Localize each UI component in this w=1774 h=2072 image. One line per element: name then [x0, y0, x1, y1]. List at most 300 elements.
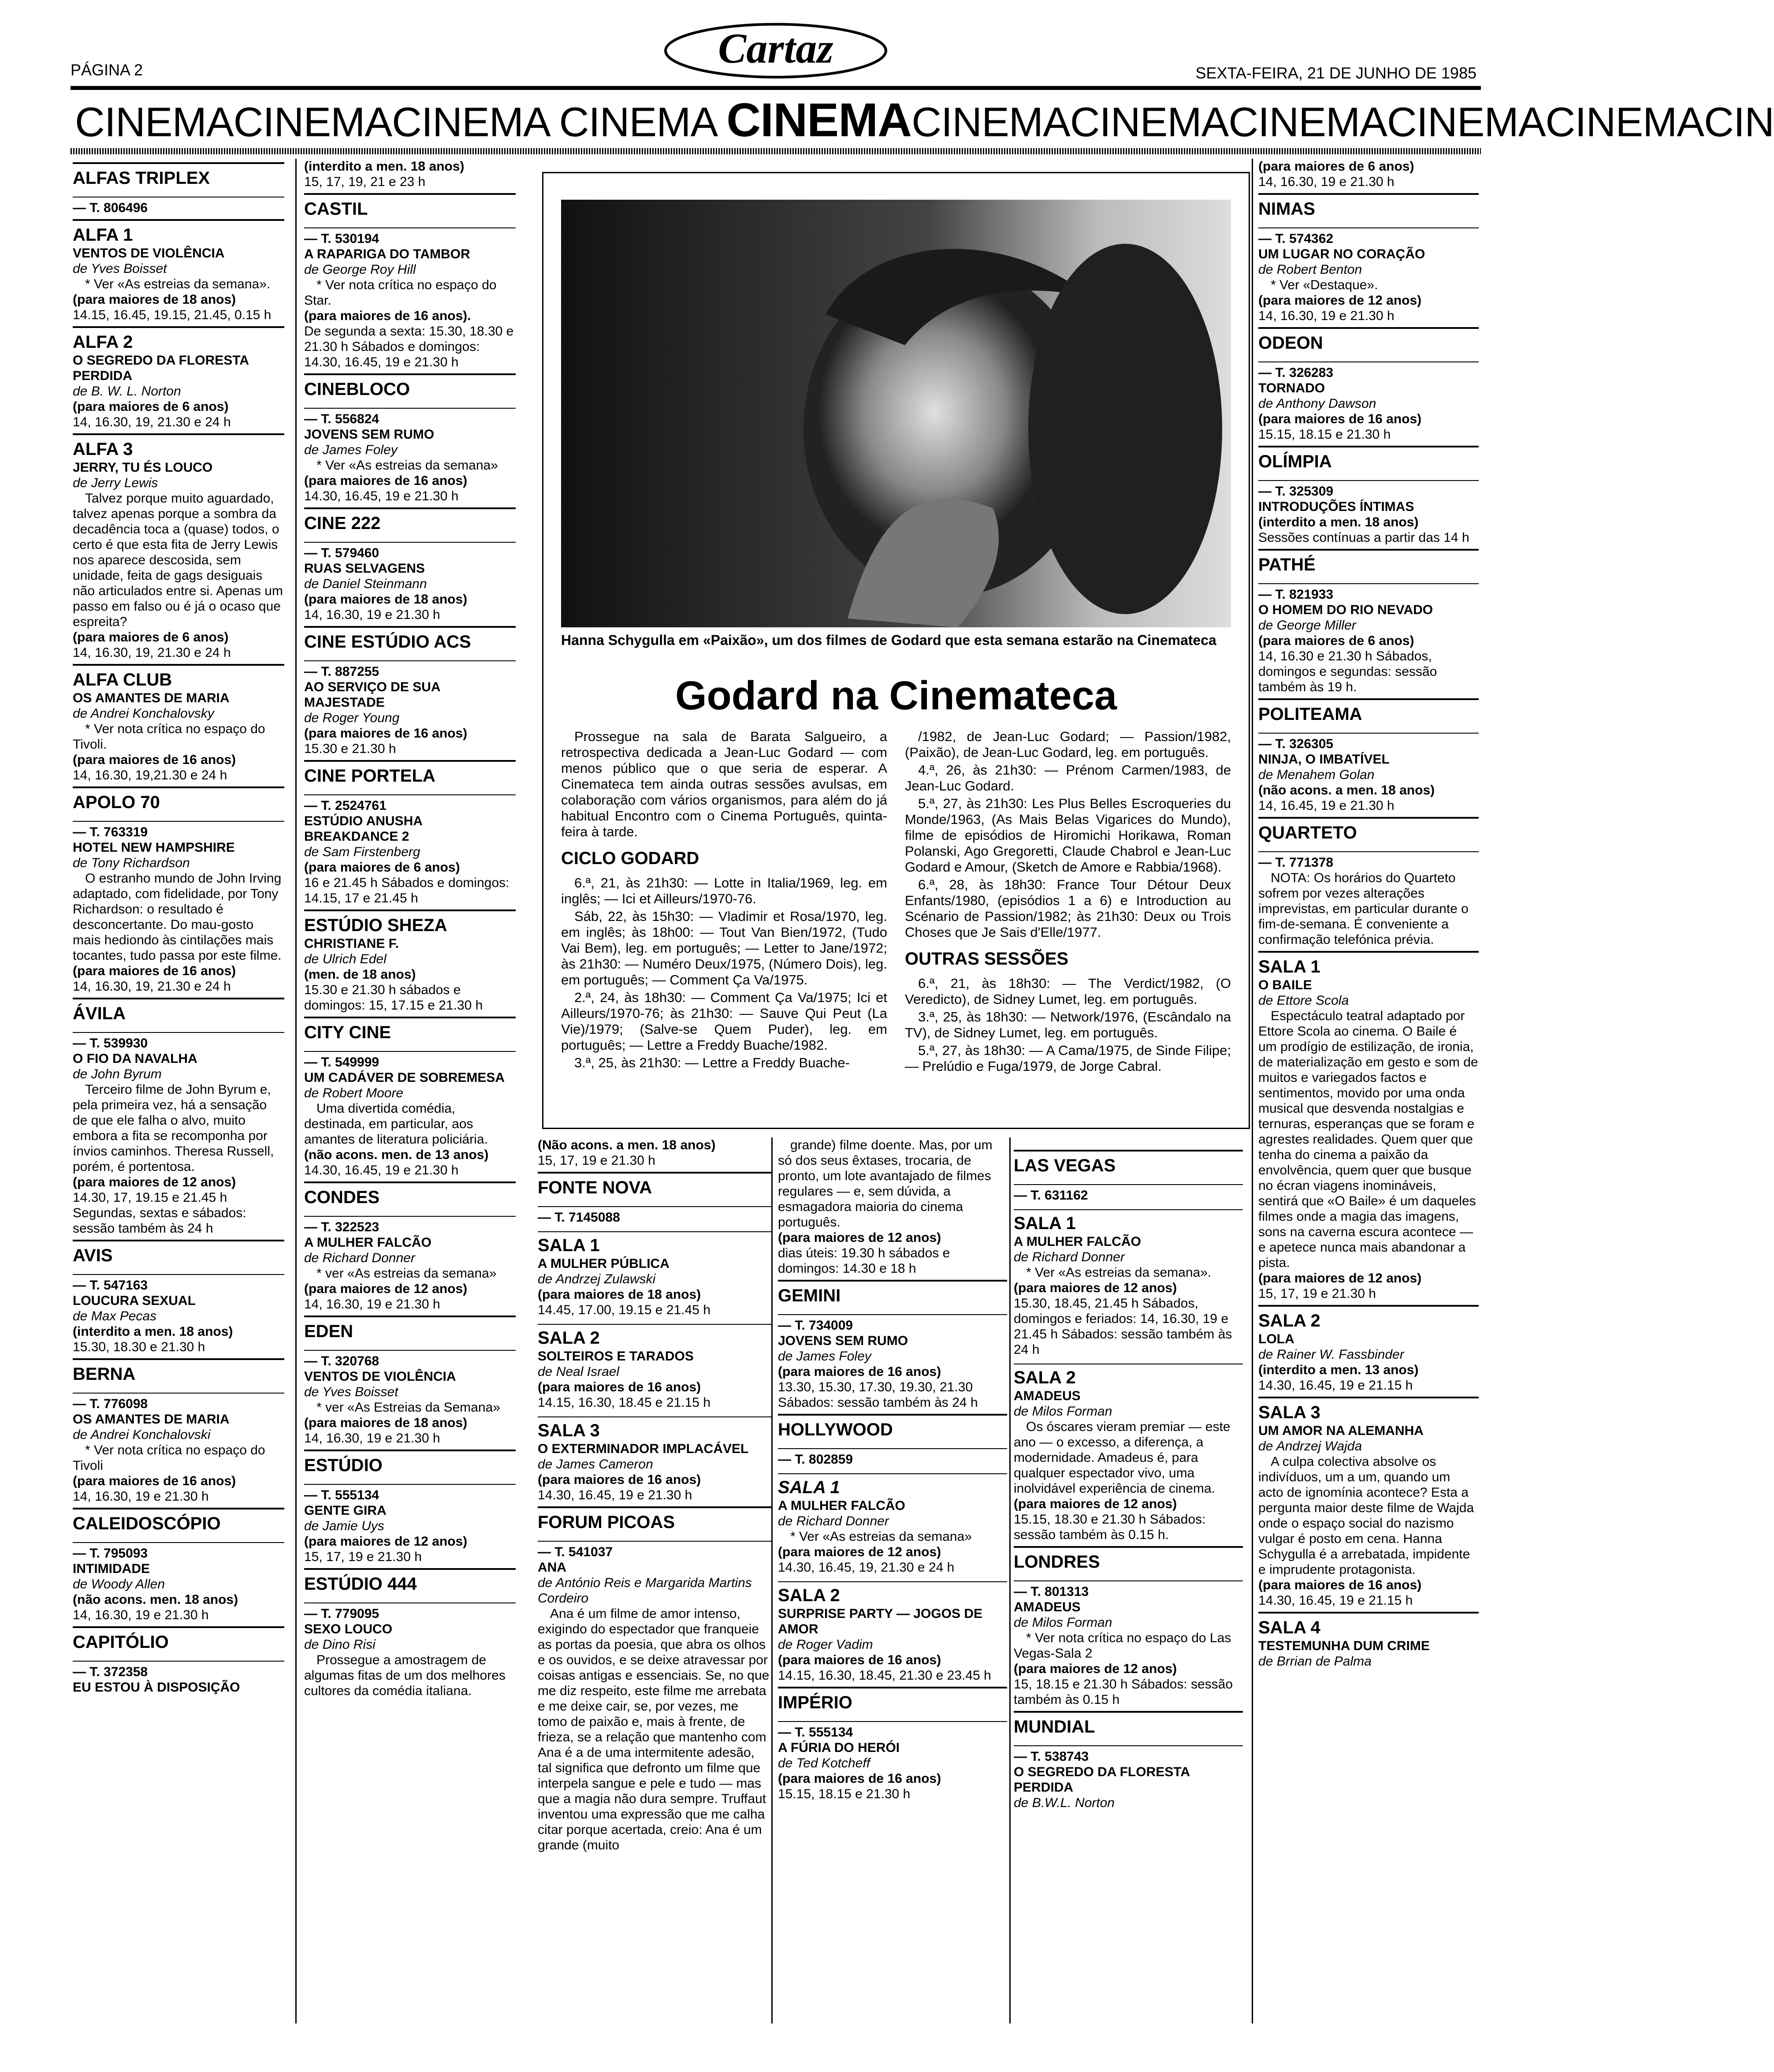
- showtimes: 14.30, 16.45, 19 e 21.15 h: [1258, 1593, 1413, 1608]
- screen-name: SALA 2: [778, 1581, 1007, 1606]
- article-paragraph: 4.ª, 26, às 21h30: — Prénom Carmen/1983, de Jean-Luc Godard.: [905, 762, 1231, 794]
- film-director: de Neal Israel: [538, 1364, 620, 1379]
- cinema-listing: [304, 760, 516, 906]
- column-divider: [771, 1137, 773, 2024]
- cinema-listing: [73, 162, 284, 216]
- showtimes: 13.30, 15.30, 17.30, 19.30, 21.30 Sábados: sessão também às 24 h: [778, 1380, 978, 1410]
- age-rating: (para maiores de 12 anos): [778, 1545, 941, 1559]
- film-director: de John Byrum: [73, 1067, 162, 1081]
- age-rating: (interdito a men. 18 anos): [73, 1324, 233, 1339]
- age-rating: (para maiores de 12 anos): [1014, 1662, 1177, 1676]
- cinema-listing: [1258, 1612, 1479, 1669]
- film-title: A RAPARIGA DO TAMBOR: [304, 247, 470, 261]
- film-title: A MULHER FALCÃO: [1014, 1234, 1141, 1249]
- article-paragraph: 5.ª, 27, às 18h30: — A Cama/1975, de Sinde Filipe; — Prelúdio e Fuga/1979, de Jorge Cabral.: [905, 1043, 1231, 1074]
- age-rating: (para maiores de 6 anos): [73, 399, 229, 414]
- film-director: de Roger Vadim: [778, 1637, 873, 1652]
- page-number: PÁGINA 2: [71, 61, 143, 79]
- cinema-phone: — T. 556824: [304, 408, 516, 427]
- showtimes: 14, 16.30, 19 e 21.30 h: [73, 1489, 209, 1504]
- film-director: de Daniel Steinmann: [304, 577, 427, 591]
- film-title: JERRY, TU ÉS LOUCO: [73, 460, 213, 475]
- listings-column-1: [73, 159, 284, 2024]
- cinema-listing: [538, 1324, 771, 1410]
- showtimes: 14, 16.30, 19 e 21.30 h: [304, 1431, 440, 1446]
- film-note: * ver «As estreias da semana»: [316, 1266, 497, 1281]
- showtimes: 14, 16.30, 19 e 21.30 h: [1258, 309, 1395, 323]
- age-rating: (para maiores de 12 anos): [1258, 1271, 1422, 1286]
- listings-column-2: [304, 159, 516, 2024]
- film-note: * ver «As Estreias da Semana»: [316, 1400, 500, 1415]
- showtimes: 15.30 e 21.30 h sábados e domingos: 15, 17.15 e 21.30 h: [304, 983, 483, 1013]
- film-title: VENTOS DE VIOLÊNCIA: [304, 1369, 456, 1384]
- article-photo: [561, 200, 1231, 627]
- cinema-name: GEMINI: [778, 1280, 1007, 1306]
- film-title: NINJA, O IMBATÍVEL: [1258, 752, 1390, 767]
- film-title: LOUCURA SEXUAL: [73, 1293, 196, 1308]
- film-director: de James Foley: [778, 1349, 871, 1364]
- film-director: de B. W. L. Norton: [73, 384, 181, 399]
- cinema-phone: — T. 547163: [73, 1274, 284, 1293]
- cinema-listing: [304, 909, 516, 1013]
- film-title: EU ESTOU À DISPOSIÇÃO: [73, 1680, 240, 1695]
- film-title: JOVENS SEM RUMO: [778, 1334, 908, 1348]
- showtimes: 15.15, 18.15 e 21.30 h: [778, 1787, 911, 1801]
- film-note: NOTA: Os horários do Quarteto sofrem por vezes alterações imprevistas, em particular durante o fim-de-semana. É conveniente a confirmação telefónica prévia.: [1258, 871, 1469, 947]
- age-rating: (não acons. a men. 18 anos): [1258, 783, 1435, 797]
- film-director: de Jerry Lewis: [73, 476, 158, 490]
- cinema-name: BERNA: [73, 1358, 284, 1385]
- article-paragraph: 6.ª, 21, às 21h30: — Lotte in Italia/1969, leg. em inglês; — Ici et Ailleurs/1970-76.: [561, 875, 887, 906]
- film-director: de Ted Kotcheff: [778, 1756, 870, 1770]
- cinema-phone: — T. 326305: [1258, 733, 1479, 752]
- showtimes: 14.30, 16.45, 19 e 21.30 h: [304, 489, 459, 503]
- film-note: * Ver «As estreias da semana»: [316, 458, 498, 473]
- film-title: ESTÚDIO ANUSHA BREAKDANCE 2: [304, 814, 422, 844]
- cinema-listing: [778, 1581, 1007, 1683]
- listings-column-6: [1258, 159, 1479, 2024]
- film-title: UM AMOR NA ALEMANHA: [1258, 1424, 1424, 1438]
- showtimes: 15.15, 18.15 e 21.30 h: [1258, 427, 1391, 442]
- article-paragraph: /1982, de Jean-Luc Godard; — Passion/1982, (Paixão), de Jean-Luc Godard, leg. em português.: [905, 729, 1231, 760]
- cinema-listing: [73, 433, 284, 660]
- film-title: SOLTEIROS E TARADOS: [538, 1349, 694, 1364]
- film-title: O HOMEM DO RIO NEVADO: [1258, 603, 1433, 617]
- cinema-name: MUNDIAL: [1014, 1711, 1243, 1737]
- film-title: CHRISTIANE F.: [304, 936, 399, 951]
- photo-caption: Hanna Schygulla em «Paixão», um dos filmes de Godard que esta semana estarão na Cinemateca: [561, 632, 1216, 648]
- cinema-listing: [73, 1358, 284, 1504]
- film-note: Terceiro filme de John Byrum e, pela primeira vez, há a sensação de que ele falha o alvo, muito embora a fita se recomponha por ínvios caminhos. Theresa Russell, porém, é portentosa.: [73, 1082, 274, 1174]
- age-rating: (não acons. men. de 13 anos): [304, 1148, 489, 1162]
- film-director: de Ettore Scola: [1258, 993, 1349, 1008]
- cinema-listing: [73, 326, 284, 430]
- showtimes: 14, 16.30, 19 e 21.30 h: [304, 1297, 440, 1312]
- film-note: * Ver «As estreias da semana»: [790, 1529, 972, 1544]
- cinema-listing: [304, 193, 516, 370]
- age-rating: (para maiores de 6 anos): [1258, 634, 1414, 648]
- film-title: O SEGREDO DA FLORESTA PERDIDA: [73, 353, 249, 383]
- cinema-phone: — T. 631162: [1014, 1184, 1243, 1203]
- film-note: * Ver «Destaque».: [1271, 278, 1378, 292]
- banner-rule: [71, 148, 1481, 154]
- cinema-name: CAPITÓLIO: [73, 1626, 284, 1653]
- article-paragraph: 6.ª, 21, às 18h30: — The Verdict/1982, (O Veredicto), de Sidney Lumet, leg. em português.: [905, 976, 1231, 1007]
- age-rating: (para maiores de 16 anos): [538, 1380, 701, 1394]
- film-title: SEXO LOUCO: [304, 1622, 393, 1636]
- showtimes: 14, 16.30, 19, 21.30 e 24 h: [73, 979, 231, 994]
- film-director: de Ulrich Edel: [304, 952, 387, 966]
- cinema-listing: [1258, 327, 1479, 442]
- cinema-phone: — T. 372358: [73, 1661, 284, 1680]
- cinema-name: OLÍMPIA: [1258, 446, 1479, 472]
- film-note: Ana é um filme de amor intenso, exigindo do espectador que franqueie as portas da poesia, que abra os olhos e os ouvidos, e se deixe atravessar por coisas antigas e essenciais. Se, no que me diz respeito, este filme me arrebata e me deixe cair, se, por vezes, me tomo de paixão e, mais à frente, de frieza, se a relação que mantenho com Ana é a de uma intermitente adesão, tal significa que defronto um filme que interpela sangue e pele e tudo — mas que a magia não dura sempre. Truffaut inventou uma expressão que me calha citar porque acertada, creio: Ana é um grande (muito: [538, 1606, 770, 1852]
- showtimes: 14.15, 16.30, 18.45, 21.30 e 23.45 h: [778, 1668, 991, 1683]
- cinema-phone: — T. 2524761: [304, 794, 516, 813]
- showtimes: 14.30, 17, 19.15 e 21.45 h Segundas, sextas e sábados: sessão também às 24 h: [73, 1190, 246, 1236]
- cinema-phone: — T. 579460: [304, 542, 516, 561]
- film-director: de George Roy Hill: [304, 262, 416, 277]
- age-rating: (interdito a men. 18 anos): [304, 159, 465, 174]
- showtimes: 14, 16.30, 19 e 21.30 h: [304, 607, 440, 622]
- cinema-name: FORUM PICOAS: [538, 1506, 771, 1533]
- age-rating: (para maiores de 6 anos): [73, 630, 229, 645]
- film-title: O SEGREDO DA FLORESTA PERDIDA: [1014, 1765, 1190, 1795]
- cinema-listing: [1258, 1397, 1479, 1608]
- cinema-name: CINE ESTÚDIO ACS: [304, 626, 516, 652]
- cinema-phone: — T. 776098: [73, 1393, 284, 1412]
- cinema-name: CALEIDOSCÓPIO: [73, 1508, 284, 1534]
- film-title: OS AMANTES DE MARIA: [73, 691, 230, 705]
- film-note: * Ver nota crítica no espaço do Tivoli.: [73, 722, 265, 752]
- film-director: de Milos Forman: [1014, 1615, 1112, 1630]
- film-director: de Roger Young: [304, 711, 400, 725]
- cinema-phone: — T. 541037: [538, 1541, 771, 1560]
- age-rating: (para maiores de 16 anos): [73, 964, 236, 978]
- age-rating: (para maiores de 16 anos): [1258, 1578, 1422, 1592]
- age-rating: (para maiores de 18 anos): [73, 292, 236, 307]
- cinema-name: PATHÉ: [1258, 549, 1479, 575]
- film-director: de Max Pecas: [73, 1309, 157, 1323]
- film-title: A MULHER FALCÃO: [304, 1235, 431, 1250]
- film-director: de Yves Boisset: [304, 1385, 398, 1399]
- age-rating: (para maiores de 18 anos): [538, 1287, 701, 1302]
- film-director: de Andrei Konchalovski: [73, 1427, 211, 1442]
- cinema-name: AVIS: [73, 1240, 284, 1266]
- film-title: AMADEUS: [1014, 1600, 1081, 1614]
- cinema-name: LAS VEGAS: [1014, 1150, 1243, 1176]
- film-title: LOLA: [1258, 1332, 1294, 1346]
- film-title: RUAS SELVAGENS: [304, 561, 425, 576]
- article-paragraph: 2.ª, 24, às 18h30: — Comment Ça Va/1975; Ici et Ailleurs/1970-76; às 21h30: — Sauve Qui Peut (La Vie)/1979; (Salve-se Quem Puder), leg. em português; — Lettre a Freddy Buache/1982.: [561, 990, 887, 1053]
- listings-column-3: [538, 1137, 771, 2024]
- film-director: de Richard Donner: [778, 1514, 889, 1528]
- cinema-name: CASTIL: [304, 193, 516, 220]
- film-title: ANA: [538, 1560, 566, 1575]
- age-rating: (para maiores de 12 anos): [1014, 1497, 1177, 1511]
- cinema-listing: [778, 1414, 1007, 1575]
- film-title: TESTEMUNHA DUM CRIME: [1258, 1639, 1430, 1653]
- cinema-phone: — T. 549999: [304, 1051, 516, 1070]
- article-paragraph: 3.ª, 25, às 21h30: — Lettre a Freddy Buache-: [574, 1055, 850, 1070]
- age-rating: (para maiores de 16 anos).: [304, 309, 471, 323]
- film-director: de Menahem Golan: [1258, 768, 1375, 782]
- age-rating: (para maiores de 12 anos): [1258, 293, 1422, 308]
- cinema-listing: [304, 1568, 516, 1699]
- film-title: HOTEL NEW HAMPSHIRE: [73, 840, 235, 855]
- cinema-name: ODEON: [1258, 327, 1479, 354]
- film-director: de James Foley: [304, 443, 398, 457]
- showtimes: 14.45, 17.00, 19.15 e 21.45 h: [538, 1303, 711, 1317]
- age-rating: (para maiores de 18 anos): [304, 1416, 468, 1430]
- cinema-listing: [304, 373, 516, 504]
- section-heading: OUTRAS SESSÕES: [905, 949, 1069, 969]
- age-rating: (para maiores de 12 anos): [73, 1175, 236, 1189]
- film-title: O FIO DA NAVALHA: [73, 1051, 197, 1066]
- cinema-phone: — T. 322523: [304, 1216, 516, 1235]
- cinema-name: SALA 3: [1258, 1397, 1479, 1423]
- cinema-phone: — T. 771378: [1258, 851, 1479, 870]
- cinema-listing: [304, 626, 516, 757]
- film-director: de Andrei Konchalovsky: [73, 706, 214, 721]
- cinema-name: CONDES: [304, 1181, 516, 1208]
- banner-left: CINEMACINEMACINEMA CINEMA: [75, 99, 727, 145]
- page-date: SEXTA-FEIRA, 21 DE JUNHO DE 1985: [1195, 64, 1476, 82]
- showtimes: 14.15, 16.45, 19.15, 21.45, 0.15 h: [73, 308, 271, 322]
- film-note: * Ver nota crítica no espaço do Star.: [304, 278, 497, 308]
- film-note: * Ver «As estreias da semana».: [1026, 1265, 1212, 1280]
- cinema-phone: — T. 530194: [304, 227, 516, 246]
- screen-name: SALA 2: [1014, 1364, 1243, 1388]
- showtimes: dias úteis: 19.30 h sábados e domingos: 14.30 e 18 h: [778, 1246, 950, 1276]
- film-director: de B.W.L. Norton: [1014, 1796, 1115, 1810]
- cinema-listing: [1258, 817, 1479, 947]
- showtimes: 15, 17, 19 e 21.30 h: [1258, 1286, 1376, 1301]
- film-director: de Richard Donner: [1014, 1250, 1125, 1264]
- film-title: O EXTERMINADOR IMPLACÁVEL: [538, 1442, 749, 1456]
- cinema-name: ESTÚDIO: [304, 1450, 516, 1476]
- screen-name: SALA 1: [538, 1231, 771, 1256]
- cinema-phone: — T. 763319: [73, 821, 284, 840]
- age-rating: (para maiores de 12 anos): [1014, 1281, 1177, 1295]
- article-paragraph: 3.ª, 25, às 18h30: — Network/1976, (Escândalo na TV), de Sidney Lumet, leg. em português.: [905, 1009, 1231, 1040]
- showtimes: 14.30, 16.45, 19 e 21.30 h: [538, 1488, 692, 1502]
- cinema-phone: — T. 325309: [1258, 480, 1479, 499]
- film-title: UM CADÁVER DE SOBREMESA: [304, 1070, 505, 1085]
- film-title: GENTE GIRA: [304, 1503, 387, 1518]
- cinema-phone: — T. 821933: [1258, 583, 1479, 602]
- cinema-listing: [73, 219, 284, 323]
- film-note: * Ver nota crítica no espaço do Las Vegas-Sala 2: [1014, 1631, 1231, 1661]
- showtimes: 14, 16.30, 19 e 21.30 h: [73, 1608, 209, 1622]
- cinema-listing: [1014, 1711, 1243, 1811]
- showtimes: 14, 16.30 e 21.30 h Sábados, domingos e segundas: sessão também às 19 h.: [1258, 649, 1437, 694]
- film-director: de Jamie Uys: [304, 1519, 384, 1533]
- showtimes: 16 e 21.45 h Sábados e domingos: 14.15, 17 e 21.45 h: [304, 876, 510, 906]
- cinema-name: CINE 222: [304, 507, 516, 534]
- column-divider: [1252, 159, 1253, 2024]
- cinema-listing: [73, 1626, 284, 1695]
- age-rating: (para maiores de 6 anos): [1258, 159, 1414, 174]
- article-column-right: [905, 729, 1231, 1076]
- film-title: TORNADO: [1258, 381, 1325, 395]
- film-director: de Sam Firstenberg: [304, 845, 420, 859]
- age-rating: (para maiores de 6 anos): [304, 860, 460, 875]
- cinema-name: CITY CINE: [304, 1017, 516, 1043]
- film-director: de Woody Allen: [73, 1577, 165, 1591]
- banner-highlight: CINEMA: [726, 93, 912, 146]
- film-title: AO SERVIÇO DE SUA MAJESTADE: [304, 680, 440, 710]
- showtimes: 15, 17, 19 e 21.30 h: [304, 1550, 422, 1564]
- article-paragraph: 6.ª, 28, às 18h30: France Tour Détour Deux Enfants/1980, (episódios 1 a 6) e Introduction au Scénario de Passion/1982; às 21h30: Deux ou Trois Choses que Je Sais d'Elle/1977.: [905, 877, 1231, 940]
- cinema-listing: [778, 1137, 1007, 1276]
- cinema-phone: — T. 887255: [304, 660, 516, 679]
- age-rating: (para maiores de 12 anos): [304, 1282, 468, 1296]
- showtimes: 14.15, 16.30, 18.45 e 21.15 h: [538, 1395, 711, 1410]
- age-rating: (para maiores de 16 anos): [778, 1653, 941, 1667]
- cinema-name: QUARTETO: [1258, 817, 1479, 843]
- cinema-listing: [778, 1687, 1007, 1802]
- film-director: de Rainer W. Fassbinder: [1258, 1347, 1404, 1362]
- age-rating: (para maiores de 18 anos): [304, 592, 468, 607]
- cinema-listing: [1014, 1546, 1243, 1707]
- cinema-phone: — T. 574362: [1258, 227, 1479, 246]
- header-rule: [71, 86, 1481, 90]
- showtimes: 14, 16.30, 19, 21.30 e 24 h: [73, 645, 231, 660]
- cinema-listing: [73, 664, 284, 783]
- cinema-name: SALA 1: [1258, 951, 1479, 977]
- showtimes: 15, 17, 19 e 21.30 h: [538, 1153, 655, 1168]
- cinema-name: CINE PORTELA: [304, 760, 516, 786]
- film-note: Prossegue a amostragem de algumas fitas de um dos melhores cultores da comédia italiana.: [304, 1653, 506, 1698]
- cinema-listing: [538, 1416, 771, 1503]
- cinema-name: ÁVILA: [73, 998, 284, 1024]
- film-director: de Richard Donner: [304, 1251, 415, 1265]
- cinema-phone: — T. 802859: [778, 1448, 1007, 1467]
- article-column-left: [561, 729, 887, 1073]
- section-heading: CICLO GODARD: [561, 849, 699, 868]
- film-note: * Ver nota crítica no espaço do Tivoli: [73, 1443, 265, 1473]
- film-director: de George Miller: [1258, 618, 1356, 633]
- film-director: de António Reis e Margarida Martins Cordeiro: [538, 1576, 752, 1606]
- showtimes: 14.30, 16.45, 19 e 21.15 h: [1258, 1378, 1413, 1393]
- film-director: de Tony Richardson: [73, 856, 190, 870]
- showtimes: 14.30, 16.45, 19 e 21.30 h: [304, 1163, 459, 1178]
- showtimes: 15, 18.15 e 21.30 h Sábados: sessão também às 0.15 h: [1014, 1677, 1233, 1707]
- cinema-phone: — T. 538743: [1014, 1745, 1243, 1764]
- cinema-name: SALA 4: [1258, 1612, 1479, 1638]
- film-note: O estranho mundo de John Irving adaptado, com fidelidade, por Tony Richardson: o resultado é desconcertante. Do mau-gosto mais hediondo às cintilações mais tocantes, tudo passa por este filme.: [73, 871, 282, 963]
- film-director: de Robert Moore: [304, 1086, 404, 1100]
- cinema-name: APOLO 70: [73, 786, 284, 813]
- cinema-listing: [1014, 1364, 1243, 1543]
- film-title: JOVENS SEM RUMO: [304, 427, 435, 442]
- screen-name: SALA 1: [778, 1473, 1007, 1498]
- cinema-name: NIMAS: [1258, 193, 1479, 220]
- cinema-listing: [1258, 549, 1479, 695]
- cinema-name: POLITEAMA: [1258, 698, 1479, 725]
- film-note: Os óscares vieram premiar — este ano — o excesso, a diferença, a modernidade. Amadeus é, para qualquer espectador vivo, uma inolvidável experiência de cinema.: [1014, 1420, 1231, 1496]
- film-note: grande) filme doente. Mas, por um só dos seus êxtases, trocaria, de pronto, um lote avantajado de filmes regulares — e, sem dúvida, a esmagadora maioria do cinema português.: [778, 1138, 993, 1230]
- cinema-listing: [304, 507, 516, 622]
- article-paragraph: Prossegue na sala de Barata Salgueiro, a retrospectiva dedicada a Jean-Luc Godard — com menos público que o que seria de esperar. A Cinemateca tem ainda outras sessões avulsas, em colaboração com vários organismos, para além do já habitual Encontro com o Cinema Português, quinta-feira à tarde.: [561, 729, 887, 839]
- film-director: de Yves Boisset: [73, 261, 167, 276]
- cinema-phone: — T. 555134: [304, 1484, 516, 1503]
- article-paragraph: 5.ª, 27, às 21h30: Les Plus Belles Escroqueries du Monde/1963, (As Mais Belas Vigarices do Mundo), filme de episódios de Hiromichi Horikawa, Roman Polanski, Ago Gregoretti, Claude Chabrol e Jean-Luc Godard e Amour, (Sketch de Amore e Rabbia/1968).: [905, 796, 1231, 875]
- showtimes: Sessões contínuas a partir das 14 h: [1258, 530, 1469, 545]
- cinema-listing: [73, 998, 284, 1236]
- film-title: A MULHER FALCÃO: [778, 1498, 905, 1513]
- age-rating: (Não acons. a men. 18 anos): [538, 1138, 716, 1152]
- film-title: INTRODUÇÕES ÍNTIMAS: [1258, 499, 1414, 514]
- cinema-listing: [1258, 1305, 1479, 1393]
- cinema-listing: [538, 1506, 771, 1853]
- cinema-phone: — T. 734009: [778, 1314, 1007, 1333]
- age-rating: (para maiores de 16 anos): [304, 726, 468, 741]
- screen-name: SALA 2: [538, 1324, 771, 1349]
- film-note: Uma divertida comédia, destinada, em particular, aos amantes de literatura policiária.: [304, 1101, 488, 1147]
- cinema-listing: [73, 1240, 284, 1355]
- showtimes: 15.30 e 21.30 h: [304, 742, 396, 756]
- cinema-listing: [304, 159, 516, 190]
- film-director: de Robert Benton: [1258, 262, 1362, 277]
- age-rating: (para maiores de 16 anos): [538, 1472, 701, 1487]
- film-director: de James Cameron: [538, 1457, 653, 1472]
- age-rating: (para maiores de 16 anos): [304, 473, 468, 488]
- showtimes: De segunda a sexta: 15.30, 18.30 e 21.30 h Sábados e domingos: 14.30, 16.45, 19 e 21.30 h: [304, 324, 514, 369]
- film-note: * Ver «As estreias da semana».: [85, 277, 271, 291]
- cinema-listing: [73, 786, 284, 994]
- cinema-name: ALFA 3: [73, 433, 284, 460]
- cinema-name: SALA 2: [1258, 1305, 1479, 1331]
- column-divider: [1009, 1137, 1011, 2024]
- cinema-listing: [73, 1508, 284, 1623]
- cinema-phone: — T. 326283: [1258, 361, 1479, 380]
- cinema-name: CINEBLOCO: [304, 373, 516, 400]
- showtimes: 15, 17, 19, 21 e 23 h: [304, 175, 426, 189]
- showtimes: 14, 16.45, 19 e 21.30 h: [1258, 798, 1395, 813]
- cinema-listing: [304, 1181, 516, 1312]
- age-rating: (para maiores de 16 anos): [778, 1771, 941, 1786]
- age-rating: (para maiores de 12 anos): [304, 1534, 468, 1549]
- cinema-listing: [1258, 159, 1479, 190]
- age-rating: (para maiores de 16 anos): [1258, 412, 1422, 426]
- cinema-listing: [1258, 193, 1479, 324]
- film-title: INTIMIDADE: [73, 1561, 150, 1576]
- cinema-name: ALFAS TRIPLEX: [73, 162, 284, 189]
- film-director: de Andrzej Wajda: [1258, 1439, 1362, 1453]
- cartaz-logo: [661, 9, 890, 84]
- age-rating: (para maiores de 12 anos): [778, 1230, 941, 1245]
- film-title: A MULHER PÚBLICA: [538, 1256, 669, 1271]
- age-rating: (para maiores de 16 anos): [73, 753, 236, 767]
- age-rating: (interdito a men. 13 anos): [1258, 1363, 1419, 1377]
- film-title: A FÚRIA DO HERÓI: [778, 1740, 900, 1755]
- cinema-name: ALFA 2: [73, 326, 284, 353]
- age-rating: (men. de 18 anos): [304, 967, 416, 982]
- showtimes: 15.15, 18.30 e 21.30 h Sábados: sessão também às 0.15 h.: [1014, 1512, 1206, 1542]
- section-banner: [75, 93, 1774, 146]
- film-title: OS AMANTES DE MARIA: [73, 1412, 230, 1427]
- listings-column-5: [1014, 1146, 1243, 2024]
- cinema-name: EDEN: [304, 1315, 516, 1342]
- article-headline: Godard na Cinemateca: [675, 673, 1117, 718]
- cinema-listing: [538, 1172, 771, 1318]
- film-note: Talvez porque muito aguardado, talvez apenas porque a sombra da decadência toca a (quase) todos, o certo é que esta fita de Jerry Lewis nos aparece descosida, sem unidade, feita de gags desiguais não articulados entre si. Apenas um passo em falso ou é já o ocaso que espreita?: [73, 491, 283, 629]
- cinema-phone: — T. 795093: [73, 1542, 284, 1561]
- cinema-name: ALFA 1: [73, 219, 284, 246]
- banner-right: CINEMACINEMACINEMACINEMACINEMACIN: [911, 99, 1774, 145]
